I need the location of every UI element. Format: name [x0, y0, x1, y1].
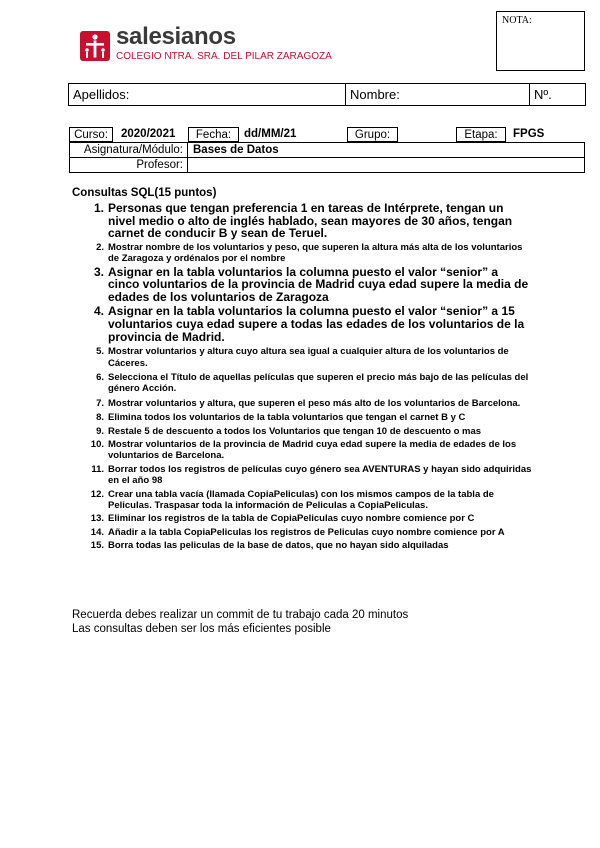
stage-value: FPGS — [513, 128, 545, 140]
question-item: 3. Asignar en la tabla voluntarios la columna puesto el valor “senior” a cinco voluntarios de la provincia de Madrid cuya edad supere la media de edades de los voluntarios de Zaragoza — [93, 264, 529, 304]
date-value: dd/MM/21 — [244, 128, 297, 140]
question-item: 11. Borrar todos los registros de películas cuyo género sea AVENTURAS y hayan sido adquiridas en el año 98 — [91, 463, 532, 487]
question-item: 7. Mostrar voluntarios y altura, que superen el peso más alto de los voluntarios de Barcelona. — [96, 397, 521, 409]
question-item: 8. Elimina todos los voluntarios de la tabla voluntarios que tengan el carnet B y C — [96, 412, 466, 424]
brand-name: salesianos — [116, 23, 236, 50]
number-label: Nº. — [534, 87, 552, 102]
question-item: 6. Selecciona el Título de aquellas películas que superen el precio más bajo de las películas del género Acción. — [96, 371, 529, 395]
subject-label: Asignatura/Módulo: — [83, 144, 183, 156]
question-item: 15. Borra todas las peliculas de la base de datos, que no hayan sido alquiladas — [90, 540, 449, 552]
course-label: Curso: — [69, 127, 113, 142]
question-list — [72, 202, 532, 552]
question-item: 13. Eliminar los registros de la tabla de CopiaPeliculas cuyo nombre comience por C — [90, 513, 475, 525]
teacher-label: Profesor: — [136, 159, 183, 171]
date-label: Fecha: — [188, 127, 239, 142]
grade-label: NOTA: — [502, 15, 532, 26]
question-item: 9. Restale 5 de descuento a todos los Voluntarios que tengan 10 de descuento o mas — [96, 425, 482, 437]
course-info-table — [0, 0, 600, 200]
surname-label: Apellidos: — [73, 87, 130, 102]
stage-label: Etapa: — [456, 127, 506, 142]
efficiency-note: Las consultas deben ser los más eficientes posible — [72, 623, 331, 635]
question-item: 14. Añadir a la tabla CopiaPeliculas los registros de Peliculas cuyo nombre comience por A — [90, 526, 505, 538]
question-item: 1. Personas que tengan preferencia 1 en tareas de Intérprete, tengan un nivel medio o alto de inglés hablado, sean mayores de 30 años, tengan carnet de conducir B y sean de Teruel. — [93, 201, 513, 241]
question-item: 4. Asignar en la tabla voluntarios la columna puesto el valor “senior” a 15 voluntarios cuya edad supere a todas las edades de los voluntarios de la provincia de Madrid. — [93, 304, 525, 344]
question-item: 12. Crear una tabla vacía (llamada CopiaPeliculas) con los mismos campos de la tabla de Peliculas. Traspasar toda la información de Peliculas a CopiaPeliculas. — [90, 488, 494, 512]
group-label: Grupo: — [347, 127, 398, 142]
question-item: 2. Mostrar nombre de los voluntarios y peso, que superen la altura más alta de los voluntarios de Zaragoza y ordénalos por el nombre — [96, 241, 523, 265]
question-item: 5. Mostrar voluntarios y altura cuyo altura sea igual a cualquier altura de los voluntarios de Cáceres. — [96, 346, 509, 369]
exam-notes — [72, 608, 408, 636]
school-subtitle: COLEGIO NTRA. SRA. DEL PILAR ZARAGOZA — [116, 51, 332, 62]
teacher-field[interactable] — [189, 158, 583, 172]
subject-value: Bases de Datos — [193, 144, 279, 156]
first-name-label: Nombre: — [350, 87, 400, 102]
question-item: 10. Mostrar voluntarios de la provincia de Madrid cuya edad supere la media de edades de los voluntarios de Barcelona. — [90, 439, 517, 462]
course-value: 2020/2021 — [121, 128, 176, 140]
commit-reminder: Recuerda debes realizar un commit de tu trabajo cada 20 minutos — [72, 609, 409, 621]
exam-title: Consultas SQL(15 puntos) — [72, 187, 217, 199]
